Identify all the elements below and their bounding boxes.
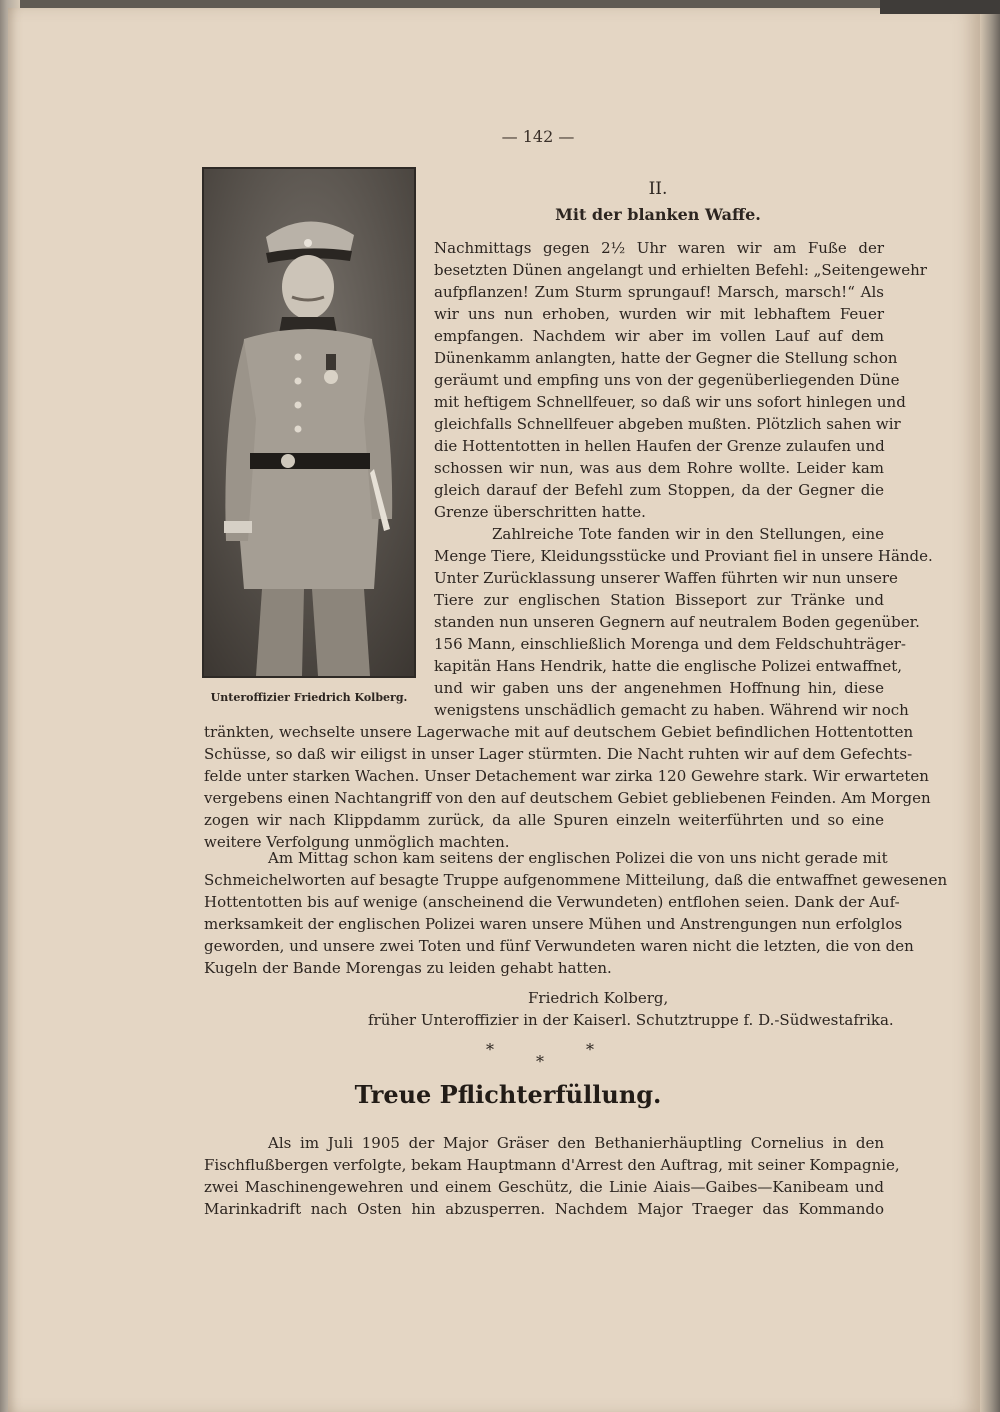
text-line: geräumt und empfing uns von der gegenüberliegenden Düne [434,371,900,389]
text-line: Grenze überschritten hatte. [434,503,646,521]
paragraph-4 [204,1132,900,1220]
text-line: Schüsse, so daß wir eiligst in unser Lager stürmten. Die Nacht ruhten wir auf dem Gefechts- [204,745,913,763]
text-line: geworden, und unsere zwei Toten und fünf Verwundeten waren nicht die letzten, die von den [204,937,914,955]
text-line: Zahlreiche Tote fanden wir in den Stellungen, eine [492,525,884,543]
signature-role: früher Unteroffizier in der Kaiserl. Schutztruppe f. D.-Südwestafrika. [368,1011,894,1029]
text-line: zogen wir nach Klippdamm zurück, da alle Spuren einzeln weiterführten und so eine [204,811,884,829]
text-line: Schmeichelworten auf besagte Truppe aufgenommene Mitteilung, daß die entwaffnet gewesenen [204,871,948,889]
text-line: Am Mittag schon kam seitens der englischen Polizei die von uns nicht gerade mit [268,849,888,867]
text-line: gleich darauf der Befehl zum Stoppen, da der Gegner die [434,481,884,499]
text-line: Nachmittags gegen 2½ Uhr waren wir am Fuße der [434,239,884,257]
text-line: Fischflußbergen verfolgte, bekam Hauptmann d'Arrest den Auftrag, mit seiner Kompagnie, [204,1156,900,1174]
text-line: die Hottentotten in hellen Haufen der Grenze zulaufen und [434,437,885,455]
text-line: Dünenkamm anlangten, hatte der Gegner die Stellung schon [434,349,898,367]
section-number: II. [648,179,668,199]
text-line: wenigstens unschädlich gemacht zu haben. Während wir noch [434,701,909,719]
signature-name: Friedrich Kolberg, [528,989,669,1007]
text-line: Menge Tiere, Kleidungsstücke und Proviant fiel in unsere Hände. [434,547,933,565]
text-line: vergebens einen Nachtangriff von den auf deutschem Gebiet gebliebenen Feinden. Am Morgen [204,789,931,807]
text-line: Tiere zur englischen Station Bisseport zur Tränke und [434,591,884,609]
text-line: kapitän Hans Hendrik, hatte die englische Polizei entwaffnet, [434,657,903,675]
text-line: Als im Juli 1905 der Major Gräser den Bethanierhäuptling Cornelius in den [268,1134,884,1152]
text-line: besetzten Dünen angelangt und erhielten Befehl: „Seitengewehr [434,261,927,279]
paragraph-2-narrow [434,523,933,721]
asterisk: * [486,1040,494,1059]
text-line: felde unter starken Wachen. Unser Detachement war zirka 120 Gewehre stark. Wir erwarteten [204,767,929,785]
text-line: aufpflanzen! Zum Sturm sprungauf! Marsch, marsch!“ Als [434,283,884,301]
asterism-separator [478,1040,608,1076]
text-line: 156 Mann, einschließlich Morenga und dem Feldschuhträger- [434,635,906,653]
text-line: wir uns nun erhoben, wurden wir mit lebhaftem Feuer [434,305,884,323]
soldier-portrait-photo [202,167,416,678]
text-line: gleichfalls Schnellfeuer abgeben mußten. Plötzlich sahen wir [434,415,901,433]
section-title: Mit der blanken Waffe. [555,205,761,224]
text-line: Unter Zurücklassung unserer Waffen führten wir nun unsere [434,569,898,587]
page-number: — 142 — [501,127,575,146]
text-line: empfangen. Nachdem wir aber im vollen Lauf auf dem [434,327,884,345]
text-line: standen nun unseren Gegnern auf neutralem Boden gegenüber. [434,613,920,631]
soldier-portrait-illustration [204,169,414,676]
paragraph-2-wide [204,721,931,853]
paragraph-1 [434,237,927,523]
text-line: schossen wir nun, was aus dem Rohre wollte. Leider kam [434,459,884,477]
photo-caption: Unteroffizier Friedrich Kolberg. [210,691,408,704]
asterisk: * [536,1052,544,1071]
text-line: Marinkadrift nach Osten hin abzusperren. Nachdem Major Traeger das Kommando [204,1200,884,1218]
text-line: merksamkeit der englischen Polizei waren unsere Mühen und Anstrengungen nun erfolglos [204,915,903,933]
page-right-edge [980,0,1000,1412]
text-line: weitere Verfolgung unmöglich machten. [204,833,510,851]
text-line: Hottentotten bis auf wenige (anscheinend die Verwundeten) entflohen seien. Dank der Auf- [204,893,900,911]
paragraph-3 [204,847,948,979]
text-line: zwei Maschinengewehren und einem Geschütz, die Linie Aiais—Gaibes—Kanibeam und [204,1178,884,1196]
article-title: Treue Pflichterfüllung. [354,1080,662,1109]
text-line: Kugeln der Bande Morengas zu leiden gehabt hatten. [204,959,612,977]
cover-corner-strip [880,0,1000,14]
text-line: und wir gaben uns der angenehmen Hoffnung hin, diese [434,679,884,697]
book-page [8,8,980,1412]
asterisk: * [586,1040,594,1059]
text-line: tränkten, wechselte unsere Lagerwache mit auf deutschem Gebiet befindlichen Hottentotten [204,723,914,741]
text-line: mit heftigem Schnellfeuer, so daß wir uns sofort hinlegen und [434,393,906,411]
